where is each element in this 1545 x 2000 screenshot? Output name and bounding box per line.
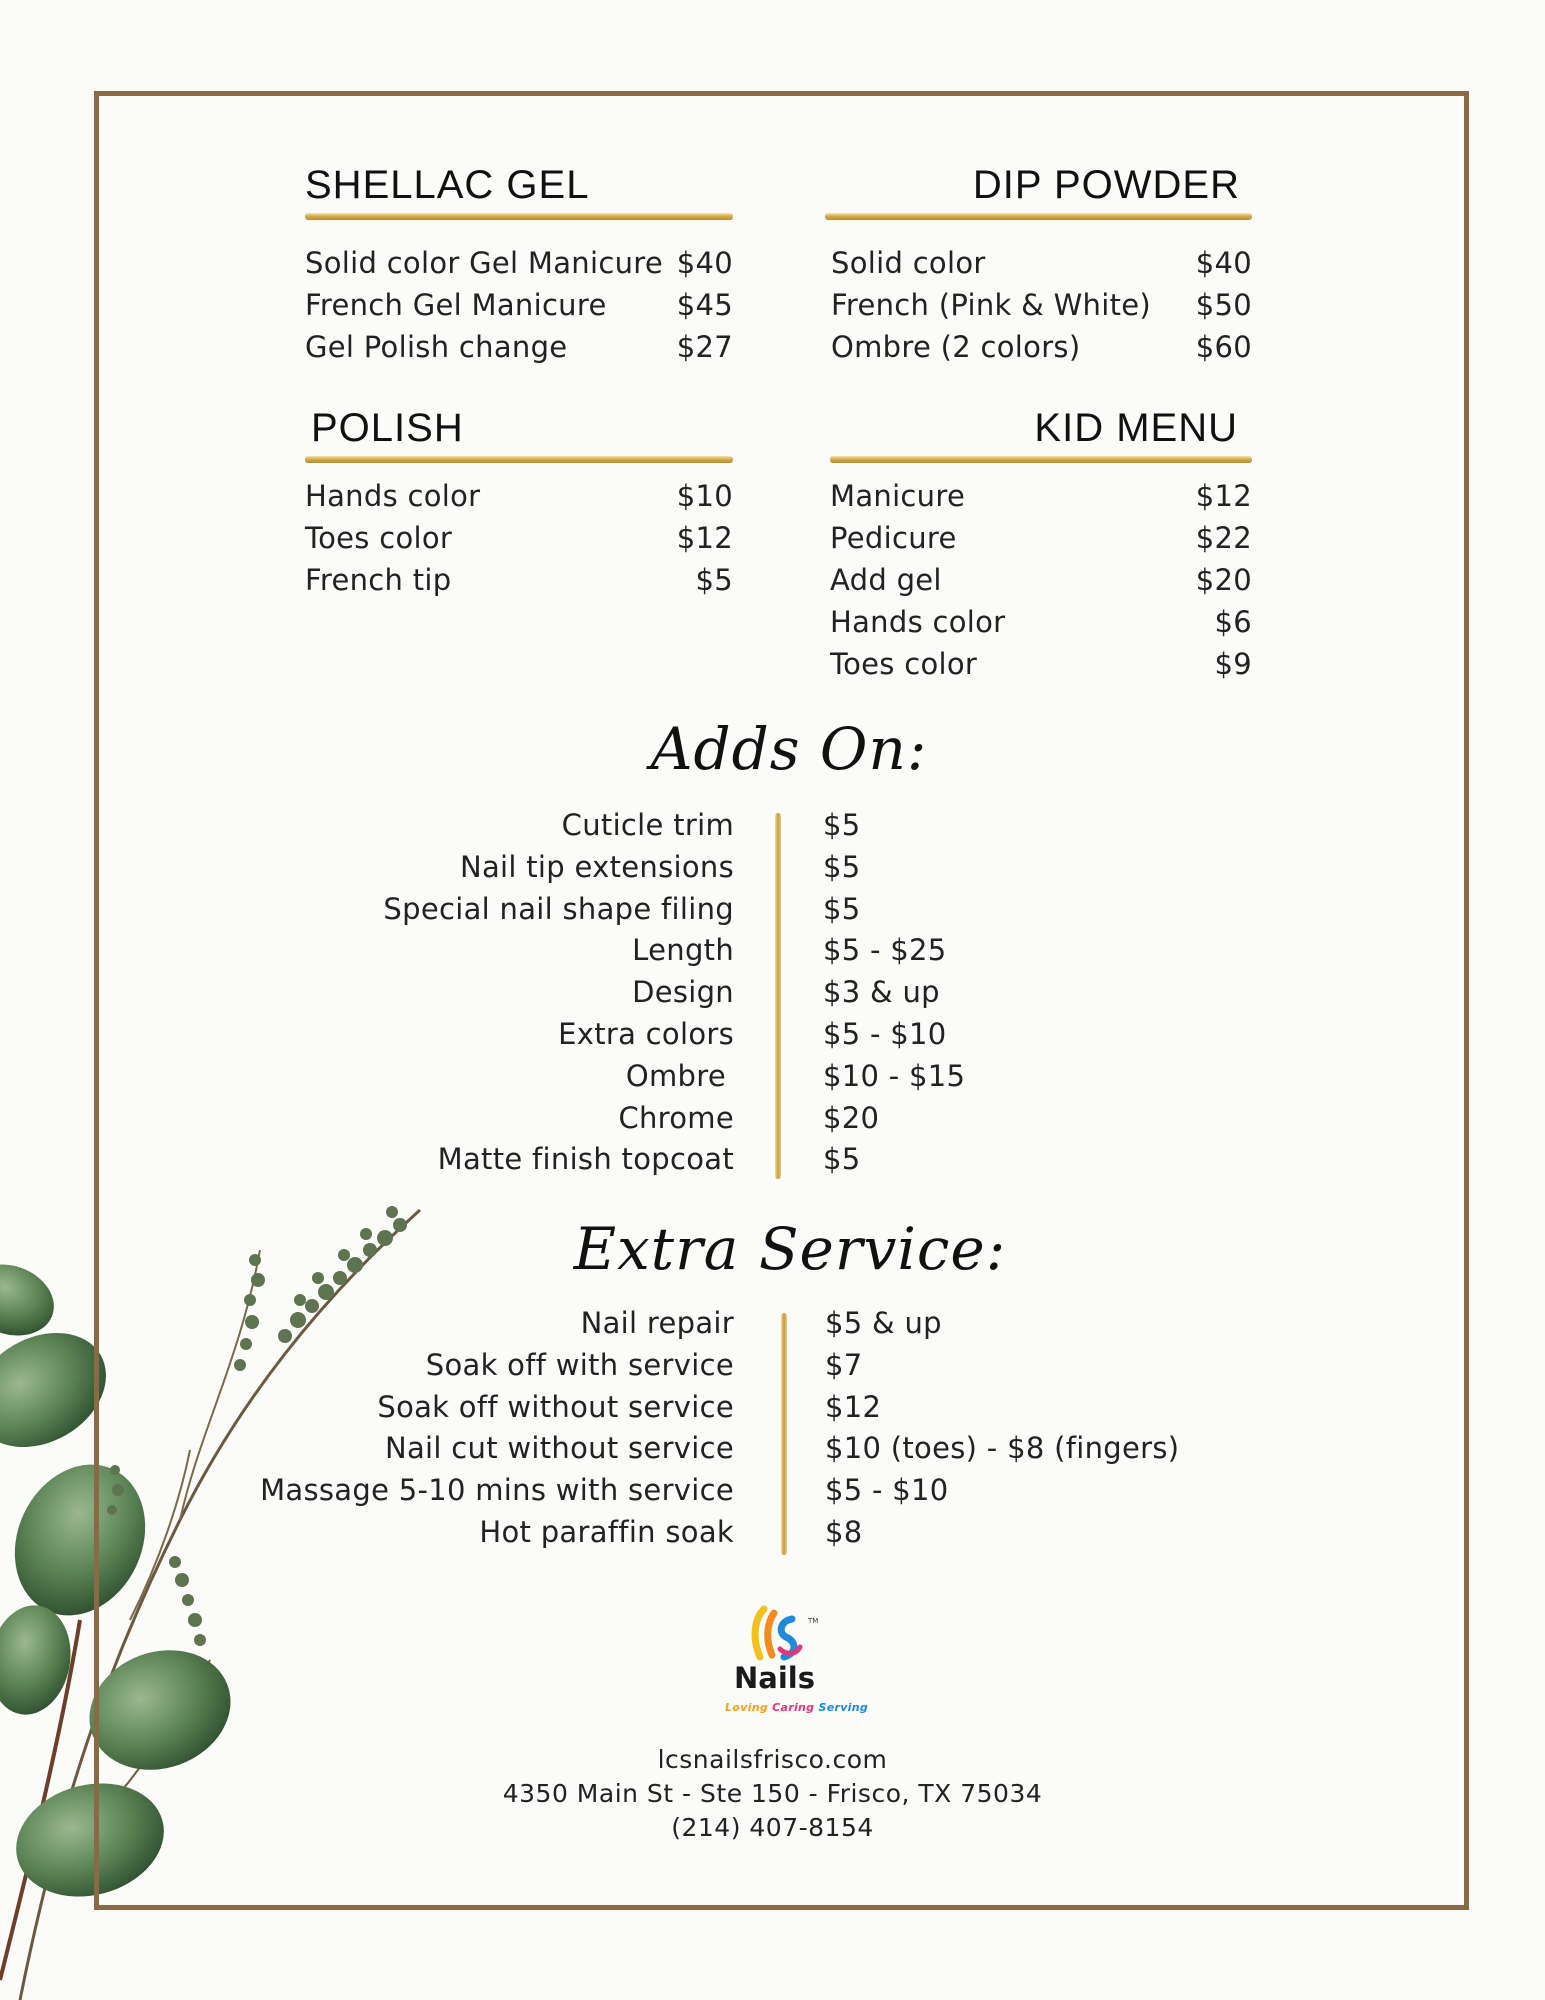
item-price: $12 xyxy=(1195,479,1252,513)
dip-powder-section xyxy=(825,157,1252,368)
menu-item xyxy=(831,242,1252,284)
item-name: Toes color xyxy=(830,647,978,681)
service-price: $10 (toes) - $8 (fingers) xyxy=(825,1431,1180,1466)
addon-price: $20 xyxy=(823,1100,880,1135)
extra-service-list xyxy=(0,1303,1545,1563)
gold-underline xyxy=(305,456,733,463)
menu-item xyxy=(830,559,1252,601)
addon-name: Chrome xyxy=(618,1100,734,1135)
menu-item xyxy=(305,517,733,559)
polish-section xyxy=(305,400,733,601)
adds-on-list xyxy=(0,805,1545,1185)
item-price: $40 xyxy=(1195,246,1252,280)
gold-underline xyxy=(825,213,1252,220)
item-price: $60 xyxy=(1195,330,1252,364)
service-price: $7 xyxy=(825,1347,863,1382)
addon-name: Matte finish topcoat xyxy=(437,1142,734,1177)
section-title: DIP POWDER xyxy=(972,163,1240,207)
service-name: Hot paraffin soak xyxy=(479,1514,734,1549)
tagline-word: Loving xyxy=(725,1701,769,1714)
service-name: Nail cut without service xyxy=(384,1431,734,1466)
item-name: Manicure xyxy=(830,479,966,513)
menu-item xyxy=(305,475,733,517)
adds-on-title: Adds On: xyxy=(650,715,928,783)
addon-name: Special nail shape filing xyxy=(383,891,734,926)
addon-name: Cuticle trim xyxy=(561,808,734,842)
section-title: SHELLAC GEL xyxy=(305,163,590,207)
menu-item xyxy=(831,326,1252,368)
item-name: Gel Polish change xyxy=(305,330,568,364)
section-title: POLISH xyxy=(311,406,464,450)
addon-name: Extra colors xyxy=(558,1016,734,1051)
item-name: French (Pink & White) xyxy=(831,288,1152,322)
item-price: $27 xyxy=(676,330,733,364)
tagline-word: Caring xyxy=(772,1701,815,1714)
service-name: Massage 5-10 mins with service xyxy=(260,1473,734,1508)
item-price: $40 xyxy=(676,246,733,280)
lcs-mark-icon xyxy=(722,1605,852,1665)
phone-text: (214) 407-8154 xyxy=(671,1813,874,1842)
item-name: Toes color xyxy=(305,521,453,555)
item-name: French tip xyxy=(305,563,452,597)
kid-menu-section xyxy=(830,400,1252,685)
gold-divider xyxy=(775,813,781,1179)
addon-name: Ombre xyxy=(625,1058,726,1093)
menu-item xyxy=(305,242,733,284)
item-name: Add gel xyxy=(830,563,942,597)
lcs-nails-logo xyxy=(722,1605,869,1720)
addon-price: $5 - $10 xyxy=(823,1016,947,1051)
item-name: Pedicure xyxy=(830,521,957,555)
addon-price: $5 xyxy=(823,891,861,926)
item-price: $22 xyxy=(1195,521,1252,555)
item-price: $20 xyxy=(1195,563,1252,597)
gold-divider xyxy=(781,1313,787,1555)
item-name: Solid color Gel Manicure xyxy=(305,246,663,280)
item-price: $12 xyxy=(676,521,733,555)
service-price: $5 & up xyxy=(825,1306,942,1340)
menu-item xyxy=(305,559,733,601)
item-name: Hands color xyxy=(305,479,481,513)
service-name: Soak off with service xyxy=(425,1347,734,1382)
gold-underline xyxy=(830,456,1252,463)
service-name: Nail repair xyxy=(580,1306,734,1340)
menu-item xyxy=(831,284,1252,326)
service-price: $5 - $10 xyxy=(825,1473,949,1508)
addon-price: $3 & up xyxy=(823,975,940,1010)
menu-item xyxy=(305,326,733,368)
address-text: 4350 Main St - Ste 150 - Frisco, TX 75034 xyxy=(502,1779,1043,1808)
gold-underline xyxy=(305,213,733,220)
addon-price: $5 xyxy=(823,1142,861,1177)
menu-item xyxy=(830,475,1252,517)
menu-item xyxy=(830,643,1252,685)
website-text: lcsnailsfrisco.com xyxy=(657,1745,888,1774)
logo-brand-text: Nails xyxy=(734,1661,815,1695)
extra-service-title: Extra Service: xyxy=(573,1215,1007,1283)
svg-text:TM: TM xyxy=(808,1617,819,1625)
addon-price: $5 xyxy=(823,808,861,842)
item-name: Solid color xyxy=(831,246,986,280)
addon-price: $5 - $25 xyxy=(823,933,947,968)
item-name: Hands color xyxy=(830,605,1006,639)
item-price: $45 xyxy=(676,288,733,322)
addon-name: Nail tip extensions xyxy=(459,849,734,884)
section-title: KID MENU xyxy=(1034,406,1238,450)
addon-price: $5 xyxy=(823,849,861,884)
menu-item xyxy=(830,601,1252,643)
addon-name: Design xyxy=(632,975,734,1010)
shellac-gel-section xyxy=(305,157,733,368)
service-name: Soak off without service xyxy=(377,1389,734,1424)
menu-item xyxy=(305,284,733,326)
addon-name: Length xyxy=(632,933,734,968)
logo-tagline xyxy=(725,1701,868,1714)
item-price: $10 xyxy=(676,479,733,513)
service-price: $8 xyxy=(825,1514,863,1549)
item-price: $6 xyxy=(1214,605,1252,639)
item-name: Ombre (2 colors) xyxy=(831,330,1081,364)
tagline-word: Serving xyxy=(818,1701,869,1714)
item-price: $50 xyxy=(1195,288,1252,322)
menu-item xyxy=(830,517,1252,559)
addon-price: $10 - $15 xyxy=(823,1058,966,1093)
item-name: French Gel Manicure xyxy=(305,288,607,322)
item-price: $9 xyxy=(1214,647,1252,681)
item-price: $5 xyxy=(695,563,733,597)
service-price: $12 xyxy=(825,1389,882,1424)
